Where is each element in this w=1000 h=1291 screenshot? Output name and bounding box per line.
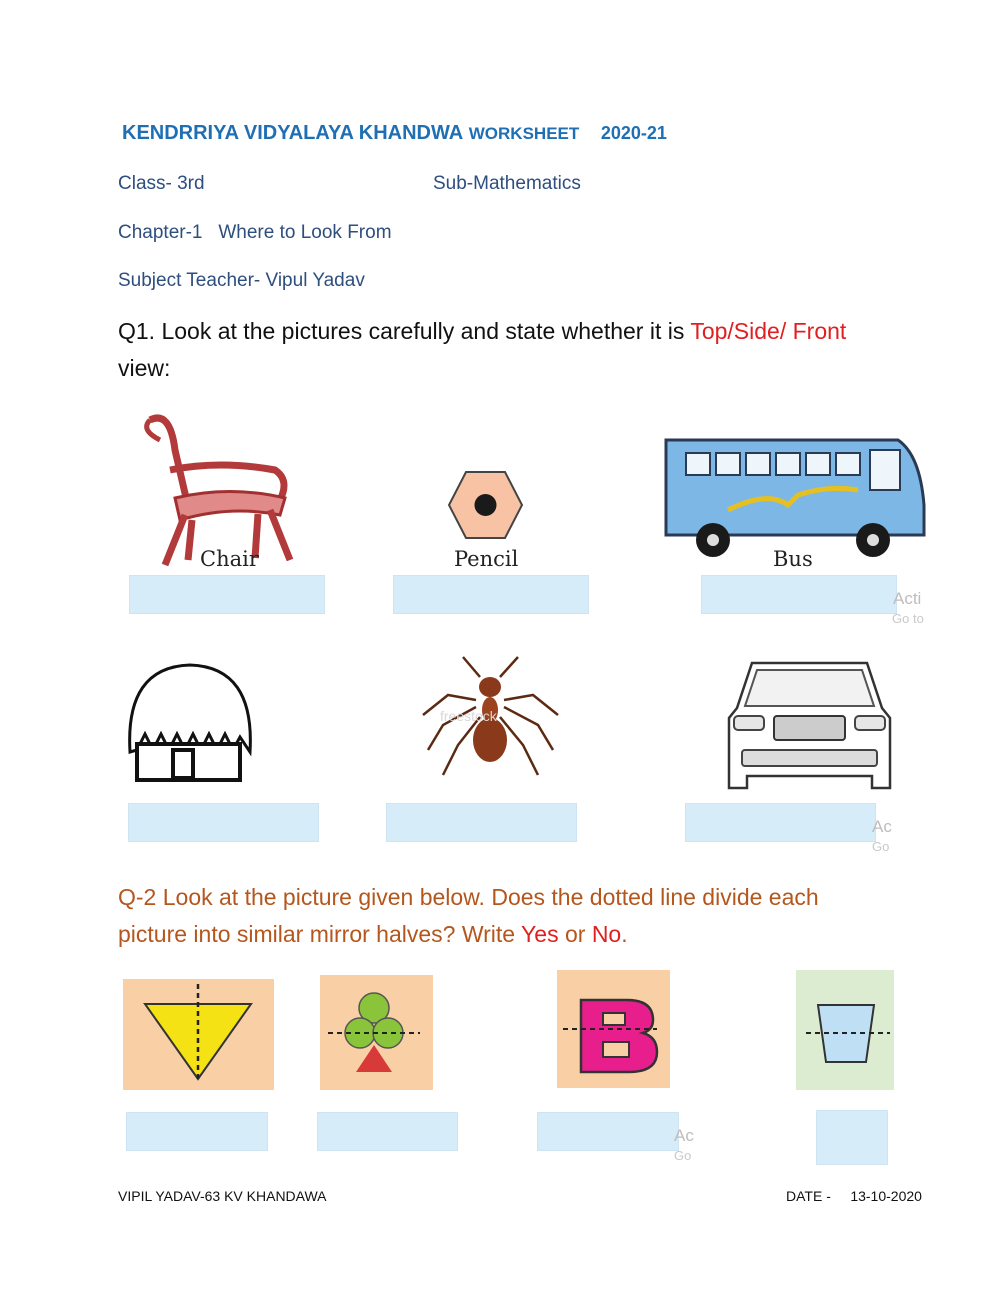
bus-label: Bus — [773, 547, 813, 571]
subject-label: Sub-Mathematics — [433, 173, 581, 194]
q2-or: or — [558, 921, 592, 947]
teacher-label: Subject Teacher- Vipul Yadav — [118, 270, 365, 291]
chair-label: Chair — [200, 547, 259, 571]
q1-text-end: view: — [118, 355, 171, 381]
watermark-activate-3: Ac — [674, 1126, 694, 1145]
watermark-goto-2: Go — [872, 839, 890, 854]
bus-icon — [658, 435, 926, 565]
chair-icon — [130, 410, 300, 570]
watermark-stock: freestock — [440, 708, 497, 724]
q2-no: No — [591, 921, 622, 947]
chapter-number: Chapter-1 — [118, 222, 203, 243]
school-name: KENDRRIYA VIDYALAYA KHANDWA — [122, 122, 464, 144]
answer-box-car[interactable] — [685, 803, 876, 842]
q1-highlight: Top/Side/ Front — [690, 318, 847, 344]
answer-box-pencil[interactable] — [393, 575, 589, 614]
answer-box-triangle[interactable] — [126, 1112, 268, 1151]
watermark-goto: Go to — [892, 611, 924, 626]
answer-box-ant[interactable] — [386, 803, 577, 842]
answer-box-chair[interactable] — [129, 575, 325, 614]
q2-period: . — [621, 921, 628, 947]
answer-box-club[interactable] — [317, 1112, 458, 1151]
watermark-activate-2: Ac — [872, 817, 892, 836]
club-shape-icon — [320, 975, 433, 1090]
worksheet-header — [122, 122, 667, 145]
worksheet-label: WORKSHEET — [468, 124, 580, 143]
footer-author: VIPIL YADAV-63 KV KHANDAWA — [118, 1188, 327, 1204]
session-year: 2020-21 — [600, 123, 667, 143]
footer-date — [786, 1188, 922, 1204]
answer-box-letter-b[interactable] — [537, 1112, 679, 1151]
pencil-label: Pencil — [454, 547, 519, 571]
q2-text: Q-2 Look at the picture given below. Does the dotted line divide each picture into similar mirror halves? Write — [118, 884, 819, 947]
question-2 — [118, 879, 888, 953]
triangle-icon — [123, 979, 274, 1090]
date-value: 13-10-2020 — [850, 1188, 922, 1204]
cup-icon — [796, 970, 894, 1090]
car-front-icon — [722, 658, 897, 790]
chapter-label — [118, 222, 392, 244]
answer-box-hut[interactable] — [128, 803, 319, 842]
hut-icon — [125, 662, 255, 782]
chapter-title: Where to Look From — [218, 222, 392, 243]
answer-box-cup[interactable] — [816, 1110, 888, 1165]
letter-b-icon — [557, 970, 670, 1088]
question-1 — [118, 313, 918, 387]
answer-box-bus[interactable] — [701, 575, 897, 614]
q1-text: Q1. Look at the pictures carefully and state whether it is — [118, 318, 691, 344]
pencil-top-icon — [448, 470, 523, 540]
q2-yes: Yes — [521, 921, 559, 947]
watermark-goto-3: Go — [674, 1148, 692, 1163]
watermark-activate: Acti — [893, 589, 922, 608]
date-label: DATE - — [786, 1188, 831, 1204]
class-label: Class- 3rd — [118, 173, 205, 194]
